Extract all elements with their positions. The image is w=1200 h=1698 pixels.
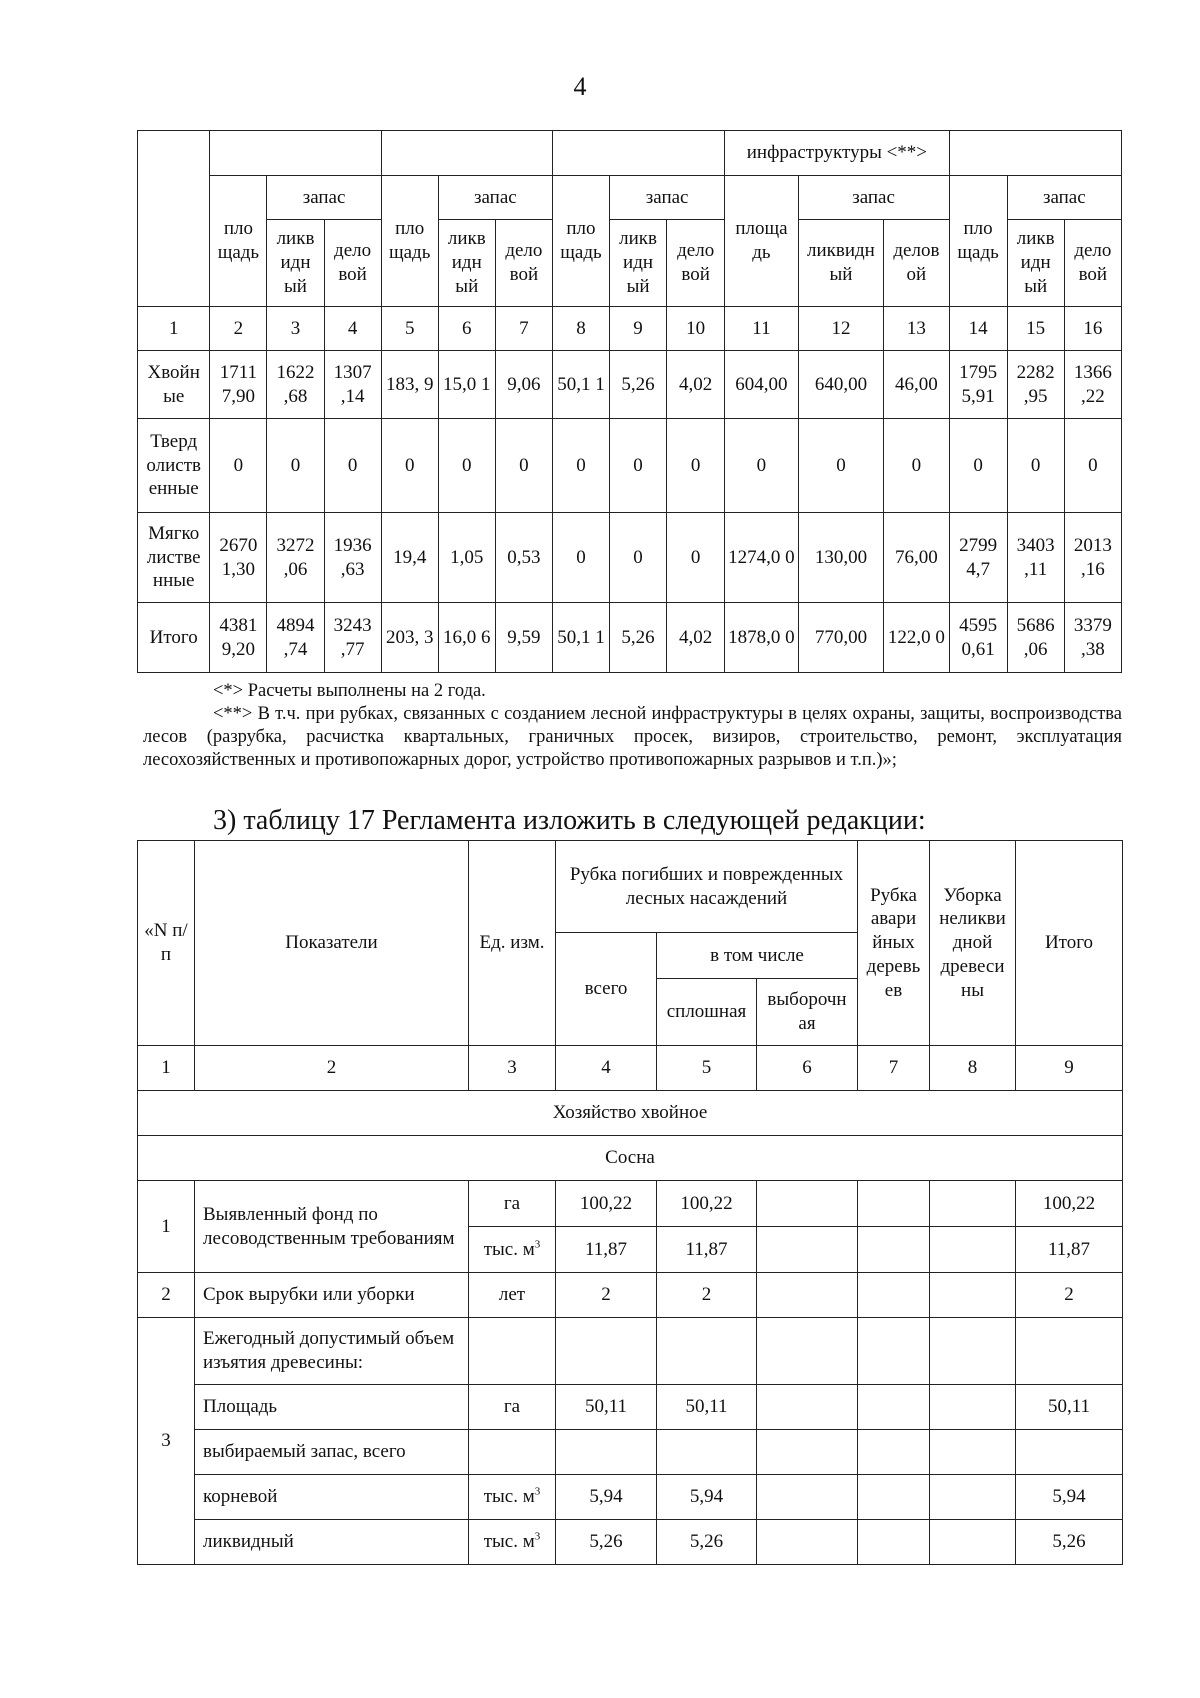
table-row: [138, 1520, 1123, 1565]
value-cell: 2282 ,95: [1007, 351, 1064, 419]
column-number: 5: [657, 1046, 757, 1091]
value-cell: 122,0 0: [884, 603, 949, 673]
business-header: дело вой: [667, 220, 725, 307]
unit-cell: [469, 1520, 556, 1565]
empty-cell: [930, 1475, 1016, 1520]
column-number: 16: [1064, 307, 1121, 351]
empty-cell: [858, 1318, 930, 1385]
value-cell: 1274,0 0: [725, 513, 798, 603]
selective-cut-header: выборочн ая: [757, 979, 858, 1046]
table-row: [138, 1385, 1123, 1430]
indicators-header: Показатели: [195, 841, 469, 1046]
page-number: 4: [573, 72, 587, 101]
value-cell: 4595 0,61: [949, 603, 1007, 673]
business-header: дело вой: [324, 220, 381, 307]
value-cell: 5,94: [556, 1475, 657, 1520]
value-cell: 50,11: [556, 1385, 657, 1430]
business-header: дело вой: [495, 220, 552, 307]
value-cell: 1878,0 0: [725, 603, 798, 673]
value-cell: 0: [725, 419, 798, 513]
row-label: выбираемый запас, всего: [195, 1430, 469, 1475]
unit-sup: 3: [534, 1238, 541, 1251]
empty-cell: [757, 1475, 858, 1520]
value-cell: 4381 9,20: [210, 603, 267, 673]
stock-header: запас: [267, 176, 381, 220]
value-cell: 3403 ,11: [1007, 513, 1064, 603]
cleanup-header: Уборка неликви дной древеси ны: [930, 841, 1016, 1046]
business-header: делов ой: [884, 220, 949, 307]
row-label: Хвойн ые: [138, 351, 210, 419]
all-header: всего: [556, 933, 657, 1046]
empty-cell: [556, 1430, 657, 1475]
empty-cell: [930, 1318, 1016, 1385]
empty-cell: [757, 1385, 858, 1430]
group-header: [210, 131, 381, 176]
value-cell: 2: [556, 1273, 657, 1318]
business-header: дело вой: [1064, 220, 1121, 307]
value-cell: 604,00: [725, 351, 798, 419]
row-label: Ежегодный допустимый объем изъятия древесины:: [195, 1318, 469, 1385]
value-cell: 0: [381, 419, 438, 513]
row-label: ликвидный: [195, 1520, 469, 1565]
unit-header: Ед. изм.: [469, 841, 556, 1046]
row-label: Выявленный фонд по лесоводственным требованиям: [195, 1181, 469, 1273]
value-cell: 0: [884, 419, 949, 513]
empty-cell: [858, 1273, 930, 1318]
row-number: 2: [138, 1273, 195, 1318]
column-number: 1: [138, 307, 210, 351]
value-cell: 2013 ,16: [1064, 513, 1121, 603]
value-cell: 11,87: [1016, 1227, 1123, 1273]
liquid-header: ликв идн ый: [267, 220, 324, 307]
value-cell: 4894 ,74: [267, 603, 324, 673]
liquid-header: ликв идн ый: [1007, 220, 1064, 307]
unit-cell: га: [469, 1181, 556, 1227]
empty-cell: [930, 1385, 1016, 1430]
group-header-infra: инфраструктуры <**>: [725, 131, 949, 176]
empty-cell: [1016, 1430, 1123, 1475]
stock-header: запас: [610, 176, 725, 220]
value-cell: 3243 ,77: [324, 603, 381, 673]
total-header: Итого: [1016, 841, 1123, 1046]
value-cell: 0: [610, 513, 667, 603]
column-number: 4: [556, 1046, 657, 1091]
value-cell: 15,0 1: [438, 351, 495, 419]
unit-cell: га: [469, 1385, 556, 1430]
value-cell: 5,26: [610, 603, 667, 673]
value-cell: 183, 9: [381, 351, 438, 419]
table-row: [138, 1475, 1123, 1520]
column-number: 3: [267, 307, 324, 351]
column-number: 15: [1007, 307, 1064, 351]
stock-header: запас: [1007, 176, 1121, 220]
stock-header: запас: [798, 176, 949, 220]
column-number: 12: [798, 307, 884, 351]
table-row: [138, 1430, 1123, 1475]
row-number: 3: [138, 1318, 195, 1565]
column-number: 13: [884, 307, 949, 351]
area-header: пло щадь: [552, 176, 609, 307]
including-header: в том числе: [657, 933, 858, 979]
empty-cell: [930, 1430, 1016, 1475]
value-cell: 1,05: [438, 513, 495, 603]
unit-sup: 3: [534, 1485, 541, 1498]
column-number: 7: [858, 1046, 930, 1091]
table-row: [138, 1318, 1123, 1385]
row-label: Мягко листве нные: [138, 513, 210, 603]
value-cell: 5,94: [657, 1475, 757, 1520]
area-header: пло щадь: [949, 176, 1007, 307]
value-cell: 50,11: [1016, 1385, 1123, 1430]
value-cell: 1366 ,22: [1064, 351, 1121, 419]
value-cell: 5,26: [556, 1520, 657, 1565]
empty-cell: [930, 1273, 1016, 1318]
value-cell: 2670 1,30: [210, 513, 267, 603]
value-cell: 46,00: [884, 351, 949, 419]
table-row: [138, 419, 1122, 513]
empty-cell: [757, 1520, 858, 1565]
value-cell: 50,11: [657, 1385, 757, 1430]
column-number: 14: [949, 307, 1007, 351]
empty-cell: [556, 1318, 657, 1385]
dead-stands-header: Рубка погибших и поврежденных лесных насаждений: [556, 841, 858, 933]
empty-cell: [858, 1181, 930, 1227]
value-cell: 0: [667, 419, 725, 513]
value-cell: 100,22: [556, 1181, 657, 1227]
row-label: Площадь: [195, 1385, 469, 1430]
column-number: 5: [381, 307, 438, 351]
area-header: пло щадь: [210, 176, 267, 307]
corner-header: [138, 131, 210, 307]
value-cell: 50,1 1: [552, 351, 609, 419]
value-cell: 3379 ,38: [1064, 603, 1121, 673]
forest-stock-table: [137, 130, 1122, 673]
value-cell: 100,22: [657, 1181, 757, 1227]
column-number-row: [138, 307, 1122, 351]
section-heading: 3) таблицу 17 Регламента изложить в следующей редакции:: [213, 805, 926, 836]
unit-text: тыс. м: [483, 1486, 535, 1508]
value-cell: 770,00: [798, 603, 884, 673]
footnotes: [143, 680, 1122, 772]
empty-cell: [858, 1430, 930, 1475]
value-cell: 0: [1007, 419, 1064, 513]
value-cell: 1307 ,14: [324, 351, 381, 419]
value-cell: 11,87: [657, 1227, 757, 1273]
column-number: 3: [469, 1046, 556, 1091]
subsection-row: Сосна: [138, 1136, 1123, 1181]
area-header: пло щадь: [381, 176, 438, 307]
empty-cell: [858, 1475, 930, 1520]
value-cell: 130,00: [798, 513, 884, 603]
value-cell: 0: [552, 513, 609, 603]
column-number: 1: [138, 1046, 195, 1091]
area-header: площа дь: [725, 176, 798, 307]
column-number: 9: [1016, 1046, 1123, 1091]
value-cell: 1622 ,68: [267, 351, 324, 419]
group-header: [552, 131, 724, 176]
value-cell: 5686 ,06: [1007, 603, 1064, 673]
emergency-trees-header: Рубка авари йных деревь ев: [858, 841, 930, 1046]
clear-cut-header: сплошная: [657, 979, 757, 1046]
value-cell: 0: [495, 419, 552, 513]
row-number: 1: [138, 1181, 195, 1273]
value-cell: 640,00: [798, 351, 884, 419]
empty-cell: [930, 1227, 1016, 1273]
value-cell: 203, 3: [381, 603, 438, 673]
table-row: [138, 1181, 1123, 1227]
unit-sup: 3: [534, 1530, 541, 1543]
value-cell: 76,00: [884, 513, 949, 603]
value-cell: 0: [798, 419, 884, 513]
unit-cell: [469, 1227, 556, 1273]
value-cell: 50,1 1: [552, 603, 609, 673]
num-header: «N п/п: [138, 841, 195, 1046]
column-number: 9: [610, 307, 667, 351]
value-cell: 0: [667, 513, 725, 603]
value-cell: 2: [1016, 1273, 1123, 1318]
empty-cell: [757, 1181, 858, 1227]
liquid-header: ликв идн ый: [610, 220, 667, 307]
empty-cell: [657, 1318, 757, 1385]
value-cell: 4,02: [667, 603, 725, 673]
value-cell: 1795 5,91: [949, 351, 1007, 419]
value-cell: 2: [657, 1273, 757, 1318]
value-cell: 1711 7,90: [210, 351, 267, 419]
row-label: Итого: [138, 603, 210, 673]
column-number: 2: [195, 1046, 469, 1091]
value-cell: 1936 ,63: [324, 513, 381, 603]
value-cell: 0: [552, 419, 609, 513]
group-header: [949, 131, 1121, 176]
table-row: [138, 603, 1122, 673]
empty-cell: [469, 1430, 556, 1475]
empty-cell: [757, 1430, 858, 1475]
empty-cell: [930, 1520, 1016, 1565]
empty-cell: [930, 1181, 1016, 1227]
regulation-table-17: [137, 840, 1123, 1565]
stock-header: запас: [438, 176, 552, 220]
value-cell: 5,26: [610, 351, 667, 419]
table-row: [138, 351, 1122, 419]
value-cell: 9,59: [495, 603, 552, 673]
unit-cell: лет: [469, 1273, 556, 1318]
liquid-header: ликв идн ый: [438, 220, 495, 307]
value-cell: 0,53: [495, 513, 552, 603]
value-cell: 3272 ,06: [267, 513, 324, 603]
column-number-row: [138, 1046, 1123, 1091]
column-number: 8: [930, 1046, 1016, 1091]
empty-cell: [757, 1273, 858, 1318]
value-cell: 0: [438, 419, 495, 513]
empty-cell: [858, 1227, 930, 1273]
value-cell: 5,26: [1016, 1520, 1123, 1565]
row-label: Срок вырубки или уборки: [195, 1273, 469, 1318]
column-number: 2: [210, 307, 267, 351]
table-row: [138, 513, 1122, 603]
column-number: 4: [324, 307, 381, 351]
value-cell: 2799 4,7: [949, 513, 1007, 603]
unit-text: тыс. м: [483, 1238, 535, 1260]
empty-cell: [757, 1318, 858, 1385]
column-number: 11: [725, 307, 798, 351]
value-cell: 0: [610, 419, 667, 513]
empty-cell: [1016, 1318, 1123, 1385]
column-number: 10: [667, 307, 725, 351]
empty-cell: [858, 1385, 930, 1430]
column-number: 8: [552, 307, 609, 351]
value-cell: 16,0 6: [438, 603, 495, 673]
row-label: Тверд олиств енные: [138, 419, 210, 513]
empty-cell: [858, 1520, 930, 1565]
value-cell: 4,02: [667, 351, 725, 419]
column-number: 7: [495, 307, 552, 351]
empty-cell: [469, 1318, 556, 1385]
value-cell: 0: [324, 419, 381, 513]
liquid-header: ликвидн ый: [798, 220, 884, 307]
value-cell: 100,22: [1016, 1181, 1123, 1227]
value-cell: 0: [267, 419, 324, 513]
value-cell: 0: [210, 419, 267, 513]
empty-cell: [757, 1227, 858, 1273]
value-cell: 19,4: [381, 513, 438, 603]
value-cell: 0: [1064, 419, 1121, 513]
unit-cell: [469, 1475, 556, 1520]
row-label: корневой: [195, 1475, 469, 1520]
table-row: [138, 1273, 1123, 1318]
section-row: Хозяйство хвойное: [138, 1091, 1123, 1136]
value-cell: 0: [949, 419, 1007, 513]
value-cell: 11,87: [556, 1227, 657, 1273]
footnote-2: <**> В т.ч. при рубках, связанных с созданием лесной инфраструктуры в целях охраны, защиты, воспроизводства лесов (разрубка, расчистка квартальных, граничных просек, визиров, строительство, ремонт, эксплуатация лесохозяйственных и противопожарных дорог, устройство противопожарных разрывов и т.п.)»;: [143, 704, 1122, 770]
value-cell: 5,26: [657, 1520, 757, 1565]
footnote-1: <*> Расчеты выполнены на 2 года.: [213, 681, 486, 701]
unit-text: тыс. м: [483, 1531, 535, 1553]
group-header: [381, 131, 552, 176]
column-number: 6: [438, 307, 495, 351]
column-number: 6: [757, 1046, 858, 1091]
value-cell: 5,94: [1016, 1475, 1123, 1520]
value-cell: 9,06: [495, 351, 552, 419]
empty-cell: [657, 1430, 757, 1475]
